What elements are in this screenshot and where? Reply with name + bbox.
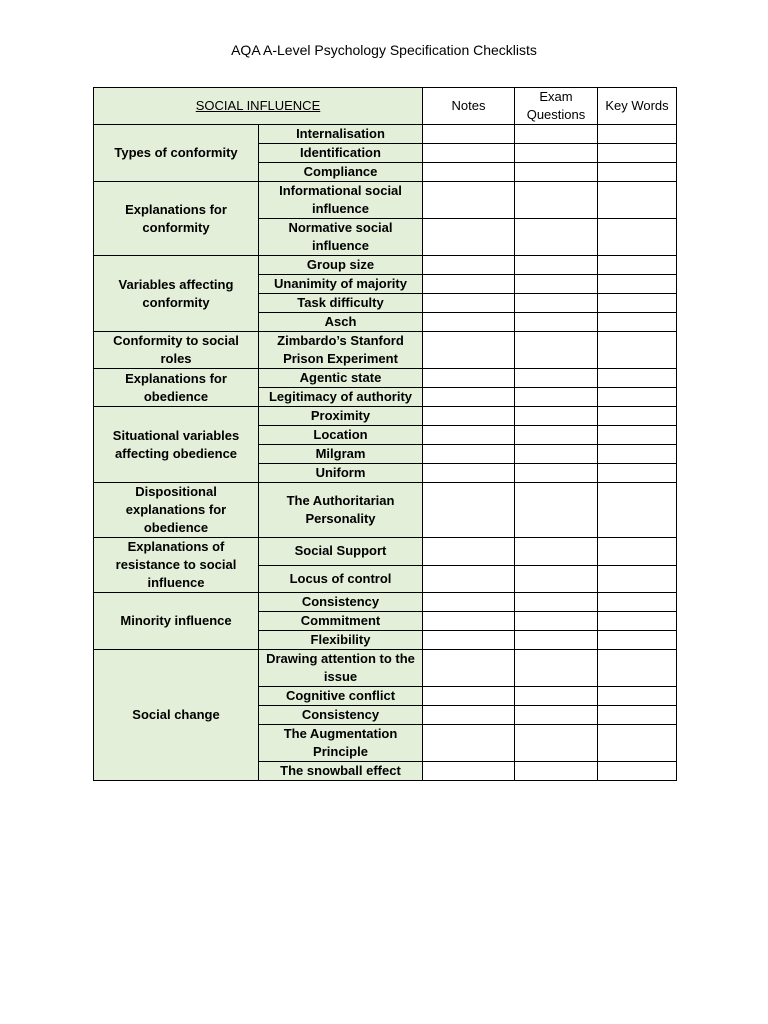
notes-cell[interactable] [423, 464, 515, 483]
subtopic-cell: Zimbardo’s Stanford Prison Experiment [259, 332, 423, 369]
subtopic-cell: Consistency [259, 593, 423, 612]
notes-cell[interactable] [423, 538, 515, 566]
key-words-header: Key Words [598, 88, 677, 125]
exam-questions-cell[interactable] [515, 612, 598, 631]
notes-cell[interactable] [423, 182, 515, 219]
exam-questions-cell[interactable] [515, 631, 598, 650]
topic-cell: Explanations for conformity [94, 182, 259, 256]
table-row [94, 407, 677, 426]
notes-cell[interactable] [423, 275, 515, 294]
subtopic-cell: Consistency [259, 706, 423, 725]
subtopic-cell: Asch [259, 313, 423, 332]
exam-questions-cell[interactable] [515, 426, 598, 445]
section-title: SOCIAL INFLUENCE [195, 98, 321, 113]
subtopic-cell: Cognitive conflict [259, 687, 423, 706]
key-words-cell[interactable] [598, 182, 677, 219]
subtopic-cell: Agentic state [259, 369, 423, 388]
section-header [94, 88, 423, 125]
key-words-cell[interactable] [598, 294, 677, 313]
notes-cell[interactable] [423, 706, 515, 725]
subtopic-cell: Group size [259, 256, 423, 275]
key-words-cell[interactable] [598, 631, 677, 650]
subtopic-cell: Normative social influence [259, 219, 423, 256]
exam-questions-cell[interactable] [515, 687, 598, 706]
notes-cell[interactable] [423, 687, 515, 706]
notes-cell[interactable] [423, 483, 515, 538]
key-words-cell[interactable] [598, 125, 677, 144]
exam-questions-cell[interactable] [515, 650, 598, 687]
subtopic-cell: Uniform [259, 464, 423, 483]
table-row [94, 332, 677, 369]
exam-questions-cell[interactable] [515, 313, 598, 332]
key-words-cell[interactable] [598, 407, 677, 426]
topic-cell: Conformity to social roles [94, 332, 259, 369]
notes-cell[interactable] [423, 332, 515, 369]
table-row [94, 483, 677, 538]
notes-cell[interactable] [423, 650, 515, 687]
exam-questions-cell[interactable] [515, 445, 598, 464]
key-words-cell[interactable] [598, 706, 677, 725]
notes-cell[interactable] [423, 565, 515, 593]
key-words-cell[interactable] [598, 483, 677, 538]
exam-questions-cell[interactable] [515, 593, 598, 612]
key-words-cell[interactable] [598, 388, 677, 407]
exam-questions-cell[interactable] [515, 369, 598, 388]
key-words-cell[interactable] [598, 687, 677, 706]
exam-questions-header: Exam Questions [515, 88, 598, 125]
subtopic-cell: Drawing attention to the issue [259, 650, 423, 687]
exam-questions-cell[interactable] [515, 483, 598, 538]
exam-questions-cell[interactable] [515, 294, 598, 313]
key-words-cell[interactable] [598, 612, 677, 631]
subtopic-cell: Proximity [259, 407, 423, 426]
topic-cell: Types of conformity [94, 125, 259, 182]
key-words-cell[interactable] [598, 426, 677, 445]
subtopic-cell: Milgram [259, 445, 423, 464]
table-row [94, 256, 677, 275]
exam-questions-cell[interactable] [515, 538, 598, 566]
key-words-cell[interactable] [598, 256, 677, 275]
exam-questions-cell[interactable] [515, 144, 598, 163]
notes-cell[interactable] [423, 219, 515, 256]
key-words-cell[interactable] [598, 445, 677, 464]
subtopic-cell: The snowball effect [259, 762, 423, 781]
topic-cell: Explanations of resistance to social influence [94, 538, 259, 593]
key-words-cell[interactable] [598, 144, 677, 163]
notes-cell[interactable] [423, 144, 515, 163]
topic-cell: Situational variables affecting obedience [94, 407, 259, 483]
notes-cell[interactable] [423, 725, 515, 762]
subtopic-cell: Unanimity of majority [259, 275, 423, 294]
subtopic-cell: The Augmentation Principle [259, 725, 423, 762]
exam-questions-cell[interactable] [515, 182, 598, 219]
notes-cell[interactable] [423, 256, 515, 275]
subtopic-cell: Legitimacy of authority [259, 388, 423, 407]
subtopic-cell: Compliance [259, 163, 423, 182]
topic-cell: Variables affecting conformity [94, 256, 259, 332]
key-words-cell[interactable] [598, 762, 677, 781]
table-row [94, 593, 677, 612]
table-row [94, 538, 677, 566]
subtopic-cell: Location [259, 426, 423, 445]
topic-cell: Minority influence [94, 593, 259, 650]
notes-cell[interactable] [423, 426, 515, 445]
exam-questions-cell[interactable] [515, 163, 598, 182]
subtopic-cell: Social Support [259, 538, 423, 566]
checklist-table [93, 87, 677, 781]
exam-questions-cell[interactable] [515, 407, 598, 426]
subtopic-cell: Locus of control [259, 565, 423, 593]
key-words-cell[interactable] [598, 313, 677, 332]
exam-questions-cell[interactable] [515, 706, 598, 725]
exam-questions-cell[interactable] [515, 762, 598, 781]
subtopic-cell: Identification [259, 144, 423, 163]
notes-cell[interactable] [423, 369, 515, 388]
notes-cell[interactable] [423, 294, 515, 313]
subtopic-cell: Internalisation [259, 125, 423, 144]
checklist-body [94, 125, 677, 781]
page-title: AQA A-Level Psychology Specification Checklists [231, 42, 537, 58]
key-words-cell[interactable] [598, 275, 677, 294]
exam-questions-cell[interactable] [515, 219, 598, 256]
key-words-cell[interactable] [598, 725, 677, 762]
exam-questions-cell[interactable] [515, 332, 598, 369]
table-row [94, 650, 677, 687]
notes-cell[interactable] [423, 612, 515, 631]
notes-cell[interactable] [423, 313, 515, 332]
notes-cell[interactable] [423, 407, 515, 426]
key-words-cell[interactable] [598, 163, 677, 182]
exam-questions-cell[interactable] [515, 565, 598, 593]
key-words-cell[interactable] [598, 650, 677, 687]
key-words-cell[interactable] [598, 369, 677, 388]
exam-questions-cell[interactable] [515, 388, 598, 407]
topic-cell: Social change [94, 650, 259, 781]
exam-questions-cell[interactable] [515, 256, 598, 275]
table-row [94, 125, 677, 144]
key-words-cell[interactable] [598, 464, 677, 483]
exam-questions-cell[interactable] [515, 275, 598, 294]
key-words-cell[interactable] [598, 538, 677, 566]
exam-questions-cell[interactable] [515, 464, 598, 483]
topic-cell: Dispositional explanations for obedience [94, 483, 259, 538]
subtopic-cell: Informational social influence [259, 182, 423, 219]
subtopic-cell: Task difficulty [259, 294, 423, 313]
notes-cell[interactable] [423, 445, 515, 464]
exam-questions-cell[interactable] [515, 125, 598, 144]
key-words-cell[interactable] [598, 593, 677, 612]
table-row [94, 369, 677, 388]
subtopic-cell: The Authoritarian Personality [259, 483, 423, 538]
key-words-cell[interactable] [598, 565, 677, 593]
notes-cell[interactable] [423, 762, 515, 781]
table-row [94, 182, 677, 219]
notes-header: Notes [423, 88, 515, 125]
subtopic-cell: Commitment [259, 612, 423, 631]
notes-cell[interactable] [423, 631, 515, 650]
topic-cell: Explanations for obedience [94, 369, 259, 407]
notes-cell[interactable] [423, 163, 515, 182]
key-words-cell[interactable] [598, 219, 677, 256]
exam-questions-cell[interactable] [515, 725, 598, 762]
notes-cell[interactable] [423, 593, 515, 612]
key-words-cell[interactable] [598, 332, 677, 369]
notes-cell[interactable] [423, 125, 515, 144]
subtopic-cell: Flexibility [259, 631, 423, 650]
notes-cell[interactable] [423, 388, 515, 407]
